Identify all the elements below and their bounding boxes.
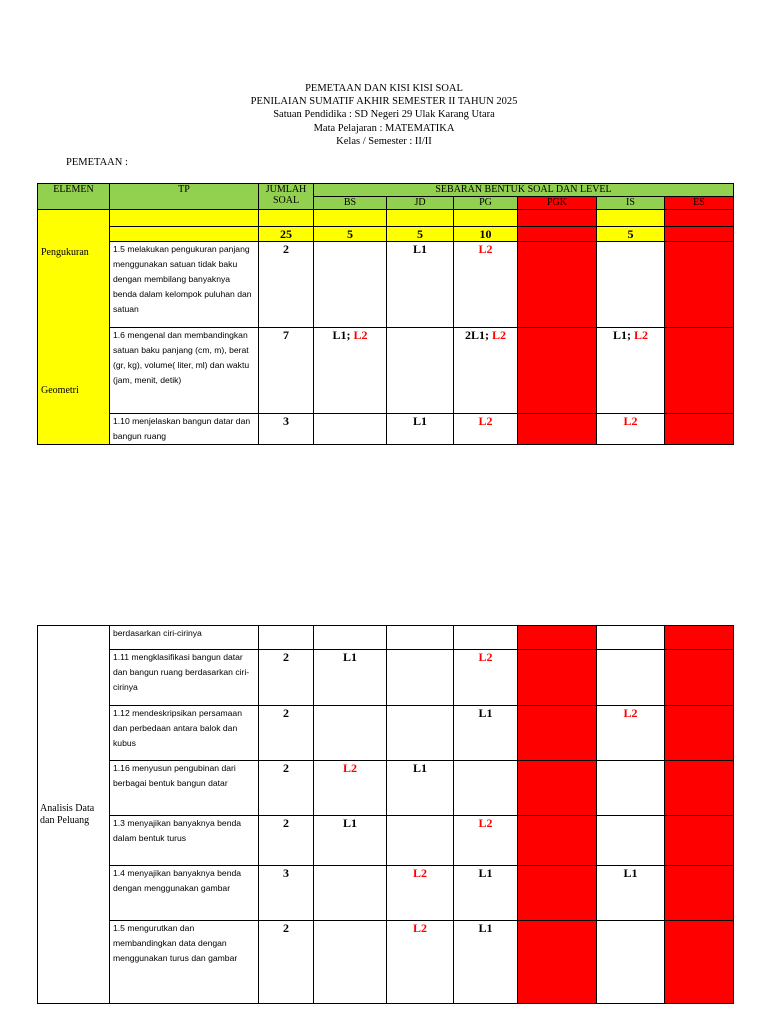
level-l1: 2L1 xyxy=(464,328,485,342)
row-jumlah: 2 xyxy=(259,650,314,706)
tp-description: berdasarkan ciri-cirinya xyxy=(110,626,259,650)
blank-yellow-cell xyxy=(314,210,387,227)
level-pg: L2 xyxy=(454,650,518,706)
element-geometri: Geometri xyxy=(41,385,79,396)
mapping-table-2 xyxy=(37,625,734,1004)
blank-yellow-cell xyxy=(110,210,259,227)
row-jumlah: 7 xyxy=(259,328,314,414)
level-bs xyxy=(314,866,387,921)
level-is: L1 xyxy=(597,866,665,921)
level-is xyxy=(597,650,665,706)
level-pg xyxy=(454,328,518,414)
total-pg: 10 xyxy=(454,227,518,242)
level-jd xyxy=(387,328,454,414)
total-jumlah: 25 xyxy=(259,227,314,242)
blocked-cell xyxy=(665,210,734,227)
blank-yellow-cell xyxy=(387,210,454,227)
level-jd xyxy=(387,626,454,650)
row-jumlah: 2 xyxy=(259,242,314,328)
header-col-pg: PG xyxy=(454,197,518,210)
total-is: 5 xyxy=(597,227,665,242)
level-is xyxy=(597,761,665,816)
blank-yellow-cell xyxy=(110,227,259,242)
tp-description: 1.12 mendeskripsikan persamaan dan perbedaan antara balok dan kubus xyxy=(110,706,259,761)
blocked-cell xyxy=(665,816,734,866)
level-bs xyxy=(314,414,387,445)
level-jd: L1 xyxy=(387,242,454,328)
header-class: Kelas / Semester : II/II xyxy=(336,135,432,147)
header-col-es: ES xyxy=(665,197,734,210)
level-pg: L2 xyxy=(454,414,518,445)
blocked-cell xyxy=(518,242,597,328)
blocked-cell xyxy=(518,816,597,866)
total-pgk xyxy=(518,227,597,242)
level-pg: L1 xyxy=(454,706,518,761)
level-bs xyxy=(314,921,387,1004)
blocked-cell xyxy=(665,242,734,328)
level-pg: L2 xyxy=(454,816,518,866)
level-is: L2 xyxy=(597,414,665,445)
blank-yellow-cell xyxy=(454,210,518,227)
blocked-cell xyxy=(518,650,597,706)
row-jumlah: 2 xyxy=(259,761,314,816)
blocked-cell xyxy=(665,328,734,414)
blocked-cell xyxy=(665,650,734,706)
level-pg: L1 xyxy=(454,866,518,921)
blocked-cell xyxy=(518,210,597,227)
blocked-cell xyxy=(518,706,597,761)
level-bs xyxy=(314,328,387,414)
mapping-table-1 xyxy=(37,183,734,445)
level-is xyxy=(597,921,665,1004)
level-jd xyxy=(387,706,454,761)
blocked-cell xyxy=(665,761,734,816)
element-pengukuran: Pengukuran xyxy=(41,247,89,258)
document-header xyxy=(0,82,768,148)
level-is xyxy=(597,626,665,650)
tp-description: 1.5 mengurutkan dan membandingkan data dengan menggunakan turus dan gambar xyxy=(110,921,259,1004)
level-pg: L1 xyxy=(454,921,518,1004)
level-is xyxy=(597,242,665,328)
level-bs xyxy=(314,626,387,650)
header-col-bs: BS xyxy=(314,197,387,210)
header-jumlah-soal: JUMLAH SOAL xyxy=(259,184,314,210)
blocked-cell xyxy=(518,761,597,816)
blocked-cell xyxy=(518,328,597,414)
header-subject: Mata Pelajaran : MATEMATIKA xyxy=(313,122,455,134)
header-col-pgk: PGK xyxy=(518,197,597,210)
level-is: L2 xyxy=(597,706,665,761)
element-column-cell xyxy=(38,210,110,445)
blocked-cell xyxy=(665,921,734,1004)
header-tp: TP xyxy=(110,184,259,210)
blocked-cell xyxy=(665,866,734,921)
level-l1: L1 xyxy=(332,328,347,342)
total-es xyxy=(665,227,734,242)
level-is xyxy=(597,816,665,866)
tp-description: 1.4 menyajikan banyaknya benda dengan menggunakan gambar xyxy=(110,866,259,921)
level-jd xyxy=(387,650,454,706)
header-subtitle: PENILAIAN SUMATIF AKHIR SEMESTER II TAHUN 2025 xyxy=(250,96,518,108)
blank-yellow-cell xyxy=(597,210,665,227)
level-separator: ; xyxy=(346,328,354,342)
header-col-jd: JD xyxy=(387,197,454,210)
tp-description: 1.5 melakukan pengukuran panjang menggunakan satuan tidak baku dengan membilang banyaknya benda dalam kelompok puluhan dan satuan xyxy=(110,242,259,328)
level-pg xyxy=(454,626,518,650)
header-col-is: IS xyxy=(597,197,665,210)
header-title: PEMETAAN DAN KISI KISI SOAL xyxy=(305,83,463,94)
pemetaan-label: PEMETAAN : xyxy=(66,157,128,168)
row-jumlah: 2 xyxy=(259,816,314,866)
level-pg xyxy=(454,761,518,816)
blocked-cell xyxy=(665,414,734,445)
tp-description: 1.16 menyusun pengubinan dari berbagai bentuk bangun datar xyxy=(110,761,259,816)
blocked-cell xyxy=(665,706,734,761)
element-analisis: Analisis Data dan Peluang xyxy=(40,802,95,826)
row-jumlah xyxy=(259,626,314,650)
level-l2: L2 xyxy=(353,328,368,342)
blocked-cell xyxy=(518,866,597,921)
row-jumlah: 2 xyxy=(259,921,314,1004)
row-jumlah: 2 xyxy=(259,706,314,761)
level-l2: L2 xyxy=(492,328,507,342)
tp-description: 1.10 menjelaskan bangun datar dan bangun ruang xyxy=(110,414,259,445)
level-bs: L1 xyxy=(314,816,387,866)
level-l2: L2 xyxy=(634,328,649,342)
tp-description: 1.3 menyajikan banyaknya benda dalam bentuk turus xyxy=(110,816,259,866)
level-is xyxy=(597,328,665,414)
level-jd xyxy=(387,816,454,866)
header-school: Satuan Pendidika : SD Negeri 29 Ulak Karang Utara xyxy=(273,109,495,121)
blocked-cell xyxy=(518,921,597,1004)
tp-description: 1.11 mengklasifikasi bangun datar dan bangun ruang berdasarkan ciri-cirinya xyxy=(110,650,259,706)
level-pg: L2 xyxy=(454,242,518,328)
tp-description: 1.6 mengenal dan membandingkan satuan baku panjang (cm, m), berat (gr, kg), volume( liter, ml) dan waktu (jam, menit, detik) xyxy=(110,328,259,414)
row-jumlah: 3 xyxy=(259,414,314,445)
element-analisis-cell xyxy=(38,626,110,1004)
row-jumlah: 3 xyxy=(259,866,314,921)
level-jd: L2 xyxy=(387,921,454,1004)
level-bs: L1 xyxy=(314,650,387,706)
level-separator: ; xyxy=(485,328,492,342)
level-bs xyxy=(314,706,387,761)
level-jd: L2 xyxy=(387,866,454,921)
level-bs: L2 xyxy=(314,761,387,816)
total-bs: 5 xyxy=(314,227,387,242)
blocked-cell xyxy=(518,626,597,650)
level-l1: L1 xyxy=(612,328,627,342)
level-jd: L1 xyxy=(387,761,454,816)
total-jd: 5 xyxy=(387,227,454,242)
blank-yellow-cell xyxy=(259,210,314,227)
level-bs xyxy=(314,242,387,328)
blocked-cell xyxy=(665,626,734,650)
header-sebaran: SEBARAN BENTUK SOAL DAN LEVEL xyxy=(314,184,734,197)
header-elemen: ELEMEN xyxy=(38,184,110,210)
level-separator: ; xyxy=(627,328,634,342)
level-jd: L1 xyxy=(387,414,454,445)
blocked-cell xyxy=(518,414,597,445)
